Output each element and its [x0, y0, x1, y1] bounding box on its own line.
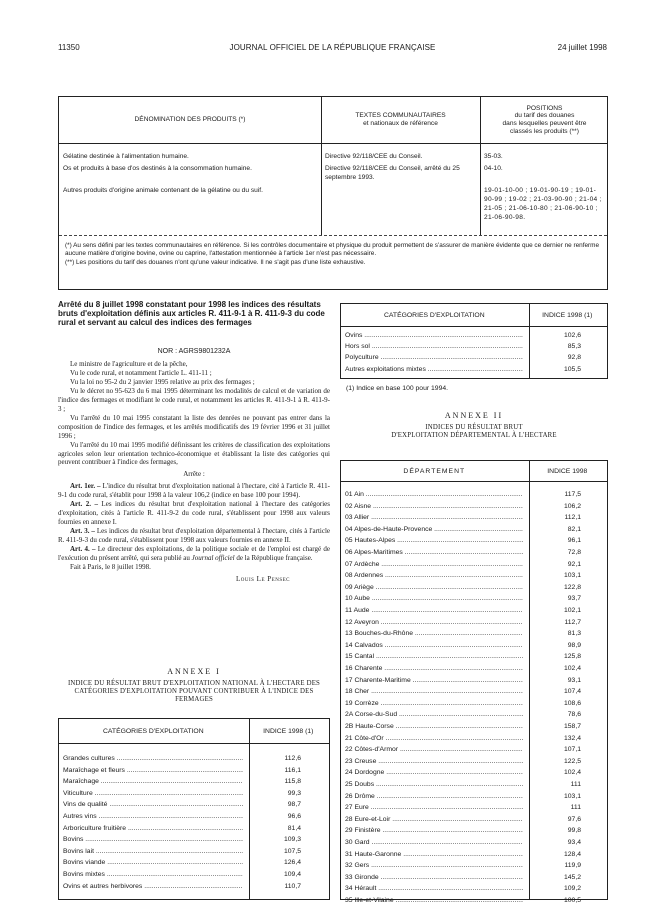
issue-date: 24 juillet 1998: [557, 43, 607, 52]
header-categories: CATÉGORIES D'EXPLOITATION: [383, 311, 485, 319]
article-label: Art. 2. –: [70, 500, 98, 509]
header-index: INDICE 1998 (1): [263, 727, 314, 735]
row-label: 23 Creuse .....: [345, 758, 523, 765]
table-header: [341, 461, 607, 482]
row-value: 109,3: [283, 836, 301, 844]
table-row: [341, 366, 607, 377]
table-row: [341, 839, 607, 850]
row-value: 99,8: [567, 827, 581, 835]
row-label: Vins de qualité .....: [63, 801, 243, 808]
table-header: [341, 304, 607, 327]
row-value: 145,2: [563, 873, 581, 881]
signature: Louis Le Pensec: [235, 574, 290, 583]
row-label: 09 Ariège .....: [345, 584, 523, 591]
row-label: 32 Gers .....: [345, 862, 523, 869]
row-label: Ovins .....: [345, 332, 523, 339]
article-text: de la République française.: [234, 554, 313, 563]
row-value: 100,5: [563, 897, 581, 904]
annexe-2-subtitle-line1: INDICES DU RÉSULTAT BRUT: [425, 424, 523, 431]
journal-title: JOURNAL OFFICIEL DE LA RÉPUBLIQUE FRANÇAISE: [229, 43, 436, 52]
table-row: [59, 871, 329, 882]
table-row: [59, 859, 329, 870]
article-label: Art. 4. –: [70, 545, 96, 554]
row-value: 107,5: [283, 847, 301, 855]
column-divider: [480, 143, 481, 235]
position-cell: 19-01-10-00 ; 19-01-90-19 ; 19-01-90-99 ; 19-02 ; 21-03-90-90 ; 21-04 ; 21-05 ; 21-06-10-80 ; 21-06-90-10 ; 21-06-90-98.: [484, 187, 602, 221]
row-value: 111: [570, 781, 581, 788]
row-value: 93,7: [567, 595, 581, 603]
table-row: [341, 700, 607, 711]
products-table: [58, 96, 608, 290]
row-label: Bovins lait .....: [63, 848, 243, 855]
paragraph: Vu l'arrêté du 10 mai 1995 constatant la liste des denrées ne pouvant pas entrer dans la composition de l'indice des fermages, et les arrêtés modificatifs des 19 février 1996 et 31 juillet 1996 ;: [58, 413, 330, 440]
table-row: [341, 874, 607, 885]
table-row: [59, 883, 329, 894]
row-label: 22 Côtes-d'Armor .....: [345, 746, 523, 753]
row-value: 119,9: [564, 862, 581, 870]
table-row: [341, 619, 607, 630]
row-label: 24 Dordogne .....: [345, 769, 523, 776]
row-value: 108,6: [563, 699, 581, 707]
row-value: 128,4: [563, 850, 581, 858]
arrete-body: [58, 360, 330, 584]
journal-name: Journal officiel: [191, 554, 235, 563]
header-positions-line1: POSITIONS: [526, 104, 563, 112]
row-value: 93,4: [567, 839, 581, 846]
row-value: 72,8: [567, 549, 581, 556]
table-row: [341, 665, 607, 676]
row-value: 97,6: [567, 815, 581, 823]
row-value: 122,5: [563, 757, 581, 765]
row-value: 109,4: [283, 871, 301, 878]
row-value: 158,7: [563, 723, 581, 730]
row-value: 92,1: [567, 560, 581, 568]
column-divider: [321, 143, 322, 235]
row-label: 34 Hérault .....: [345, 885, 523, 892]
row-value: 96,1: [567, 537, 581, 545]
table-row: [341, 688, 607, 699]
row-label: 2A Corse-du-Sud .....: [345, 711, 523, 718]
table-row: [59, 778, 329, 789]
header-positions: [480, 97, 609, 143]
annexe-1-title: ANNEXE I: [167, 667, 221, 676]
row-label: Maraîchage .....: [63, 778, 243, 785]
row-value: 98,7: [287, 801, 301, 809]
row-label: 17 Charente-Maritime .....: [345, 677, 523, 684]
table-header: [59, 719, 329, 744]
row-label: 29 Finistère .....: [345, 827, 523, 834]
article-3: [58, 527, 330, 545]
table-row: [59, 813, 329, 824]
paragraph: Le ministre de l'agriculture et de la pêche,: [70, 360, 188, 368]
paragraph: Vu la loi no 95-2 du 2 janvier 1995 relative au prix des fermages ;: [70, 377, 255, 386]
row-label: 01 Ain .....: [345, 491, 523, 498]
table-row: [341, 746, 607, 757]
row-value: 85,3: [567, 343, 581, 351]
table-row: [341, 526, 607, 537]
row-label: 14 Calvados .....: [345, 642, 523, 649]
table-row: [341, 343, 607, 354]
header-textes: [321, 97, 481, 143]
table-row: [341, 561, 607, 572]
table-row: [341, 503, 607, 514]
row-label: 16 Charente .....: [345, 665, 523, 672]
article-1: [58, 482, 330, 500]
table-row: [341, 851, 607, 862]
row-value: 126,4: [283, 859, 301, 867]
row-value: 102,4: [563, 665, 581, 672]
table-row: [341, 630, 607, 641]
table-row: [341, 491, 607, 502]
note-2: (**) Les positions du tarif des douanes n'ont qu'une valeur indicative. Il ne s'agit pas d'une liste exhaustive.: [65, 258, 366, 266]
row-label: 31 Haute-Garonne .....: [345, 851, 523, 858]
row-label: Polyculture .....: [345, 354, 523, 361]
table-row: [341, 885, 607, 896]
position-cell: 35-03.: [484, 153, 503, 160]
categories-table-continued: [340, 303, 608, 379]
article-2: [58, 500, 330, 527]
table-row: [341, 653, 607, 664]
annexe-2-subtitle-line2: D'EXPLOITATION DÉPARTEMENTAL À L'HECTARE: [391, 432, 557, 440]
fait-a-paris: Fait à Paris, le 8 juillet 1998.: [70, 562, 151, 571]
table-row: [59, 755, 329, 766]
product-cell: Os et produits à base d'os destinés à la consommation humaine.: [63, 165, 252, 172]
table-row: [341, 572, 607, 583]
article-label: Art. 1er. –: [70, 482, 101, 491]
row-label: 21 Côte-d'Or .....: [345, 735, 523, 742]
table-row: [341, 354, 607, 365]
table-row: [341, 793, 607, 804]
row-label: Maraîchage et fleurs .....: [63, 767, 243, 774]
row-label: 11 Aude .....: [345, 607, 523, 614]
table-row: [341, 897, 607, 908]
page-number: 11350: [58, 43, 80, 52]
products-table-header: [59, 97, 607, 144]
header-positions-line3: dans lesquelles peuvent être: [502, 120, 587, 127]
header-department: DÉPARTEMENT: [403, 467, 466, 475]
table-row: [341, 735, 607, 746]
row-label: 10 Aube .....: [345, 595, 523, 602]
arrete-word: Arrête :: [183, 470, 205, 479]
paragraph: Vu le décret no 95-623 du 6 mai 1995 déterminant les modalités de calcul et de variation de l'indice des fermages et modifiant le code rural, et notamment les articles R. 411-9-1 à R. 411-9-3 ;: [58, 386, 330, 413]
row-value: 125,8: [563, 653, 581, 661]
row-value: 107,1: [563, 746, 581, 754]
table-notes: [59, 235, 607, 267]
row-value: 102,6: [563, 332, 581, 339]
row-value: 81,3: [567, 630, 581, 638]
position-cell: 04-10.: [484, 165, 503, 172]
annexe-1-table: [58, 718, 330, 900]
header-index: INDICE 1998: [547, 467, 588, 475]
row-value: 122,8: [563, 583, 581, 591]
header-textes-line2: et nationaux de référence: [363, 120, 438, 127]
table-row: [59, 801, 329, 812]
table-row: [59, 767, 329, 778]
article-4: [58, 545, 330, 563]
table-row: [341, 677, 607, 688]
row-value: 96,6: [287, 813, 301, 820]
paragraph: Vu le code rural, et notamment l'article L. 411-11 ;: [70, 368, 212, 377]
header-textes-line1: TEXTES COMMUNAUTAIRES: [355, 112, 446, 120]
article-label: Art. 3. –: [70, 527, 95, 536]
row-label: 18 Cher .....: [345, 688, 523, 695]
row-value: 132,4: [563, 734, 581, 742]
header-positions-line2: du tarif des douanes: [514, 112, 575, 120]
row-label: 07 Ardèche .....: [345, 561, 523, 568]
row-label: 19 Corrèze .....: [345, 700, 523, 707]
row-label: 06 Alpes-Maritimes .....: [345, 549, 523, 556]
article-text: Les indices du résultat brut d'exploitation départemental à l'hectare, cités à l'article R. 411-9-3 du code rural, s'établissent pour 1998 aux valeurs fournies en annexe II.: [58, 527, 330, 545]
row-label: 13 Bouches-du-Rhône .....: [345, 630, 523, 637]
row-label: Hors sol .....: [345, 343, 523, 350]
row-value: 115,8: [284, 778, 301, 786]
paragraph: Vu l'arrêté du 10 mai 1995 modifié définissant les critères de classification des exploitations agricoles selon leur orientation technico-économique et établissant la liste des catégories qui peuvent contribuer à l'indice des fermages,: [58, 440, 330, 467]
row-label: 08 Ardennes .....: [345, 572, 523, 579]
row-value: 82,1: [567, 525, 581, 533]
header-positions-line4: classés les produits (**): [510, 127, 579, 135]
table-row: [341, 711, 607, 722]
table-row: [341, 549, 607, 560]
row-label: Bovins viande .....: [63, 859, 243, 866]
row-label: 2B Haute-Corse .....: [345, 723, 523, 730]
row-value: 109,2: [563, 885, 581, 893]
row-value: 103,1: [563, 572, 581, 580]
row-value: 93,1: [567, 676, 581, 684]
table-row: [341, 332, 607, 343]
row-value: 110,7: [284, 882, 301, 890]
arrete-title: Arrêté du 8 juillet 1998 constatant pour 1998 les indices des résultats bruts d'exploitation définis aux articles R. 411-9-1 à R. 411-9-3 du code rural et servant au calcul des indices des fermages: [58, 300, 325, 328]
table-row: [341, 723, 607, 734]
row-label: 12 Aveyron .....: [345, 619, 523, 626]
article-text: Le directeur des exploitations, de la politique sociale et de l'emploi est chargé de l'exécution du présent arrêté, qui sera publié au: [58, 545, 330, 563]
table-row: [341, 816, 607, 827]
row-value: 112,7: [564, 618, 581, 626]
row-value: 116,1: [284, 766, 301, 774]
product-cell: Gélatine destinée à l'alimentation humaine.: [63, 153, 189, 160]
row-label: Autres vins .....: [63, 813, 243, 820]
header-index: INDICE 1998 (1): [542, 311, 593, 319]
row-value: 102,4: [563, 769, 581, 777]
row-label: Grandes cultures .....: [63, 755, 243, 762]
row-value: 105,5: [563, 365, 581, 373]
row-value: 106,2: [563, 502, 581, 510]
row-value: 112,6: [284, 755, 301, 762]
row-label: Viticulture .....: [63, 790, 243, 797]
product-cell: Autres produits d'origine animale contenant de la gélatine ou du suif.: [63, 187, 263, 194]
table-row: [341, 758, 607, 769]
article-text: Les indices du résultat brut d'exploitation national à l'hectare des catégories d'exploitation, cités à l'article R. 411-9-2 du code rural, s'établissent pour 1998 aux valeurs fournies en annexe I.: [58, 500, 330, 527]
row-value: 78,6: [567, 711, 581, 719]
table-row: [341, 769, 607, 780]
annexe-2-title: ANNEXE II: [444, 411, 504, 420]
table-row: [341, 862, 607, 873]
reference-cell: Directive 92/118/CEE du Conseil.: [325, 153, 423, 160]
row-label: 28 Eure-et-Loir .....: [345, 816, 523, 823]
table-row: [341, 642, 607, 653]
row-value: 99,3: [287, 789, 301, 797]
row-label: 26 Drôme .....: [345, 793, 523, 800]
table-row: [341, 607, 607, 618]
row-label: 35 Ille-et-Vilaine .....: [345, 897, 523, 904]
row-label: Arboriculture fruitière .....: [63, 825, 243, 832]
row-label: Bovins .....: [63, 836, 243, 843]
row-value: 112,1: [564, 514, 581, 522]
nor-reference: NOR : AGRS9801232A: [157, 348, 231, 355]
header-categories: CATÉGORIES D'EXPLOITATION: [102, 727, 204, 735]
annexe-2-subtitle: [340, 424, 608, 440]
table-row: [341, 804, 607, 815]
article-text: L'indice du résultat brut d'exploitation national à l'hectare, cité à l'article R. 411-9-1 du code rural, s'établit pour 1998 à la valeur 106,2 (indice en base 100 pour 1994).: [58, 482, 330, 500]
table-row: [341, 827, 607, 838]
annexe-1-subtitle: INDICE DU RÉSULTAT BRUT D'EXPLOITATION NATIONAL À L'HECTARE DES CATÉGORIES D'EXPLOITATION POUVANT CONTRIBUER À L'INDICE DES FERMAGES: [67, 680, 321, 704]
row-value: 92,8: [567, 354, 581, 362]
row-label: 27 Eure .....: [345, 804, 523, 811]
row-value: 98,9: [567, 641, 581, 649]
table-row: [341, 537, 607, 548]
row-value: 81,4: [287, 824, 301, 832]
row-value: 111: [570, 804, 581, 812]
table-row: [341, 514, 607, 525]
row-value: 103,1: [563, 792, 581, 800]
row-label: 33 Gironde .....: [345, 874, 523, 881]
row-label: 25 Doubs .....: [345, 781, 523, 788]
row-label: 02 Aisne .....: [345, 503, 523, 510]
header-denomination: DÉNOMINATION DES PRODUITS (*): [59, 97, 322, 143]
index-footnote: (1) Indice en base 100 pour 1994.: [346, 385, 449, 392]
row-label: 03 Allier .....: [345, 514, 523, 521]
reference-cell: Directive 92/118/CEE du Conseil, arrêté du 25 septembre 1993.: [325, 165, 460, 181]
row-value: 107,4: [563, 688, 581, 696]
row-label: Bovins mixtes .....: [63, 871, 243, 878]
row-label: Ovins et autres herbivores .....: [63, 883, 243, 890]
row-label: Autres exploitations mixtes .....: [345, 366, 523, 373]
row-label: 30 Gard .....: [345, 839, 523, 846]
row-value: 117,5: [564, 491, 581, 498]
row-label: 04 Alpes-de-Haute-Provence .....: [345, 526, 523, 533]
annexe-2-table: [340, 460, 608, 904]
table-row: [59, 836, 329, 847]
table-row: [341, 595, 607, 606]
table-row: [59, 848, 329, 859]
table-row: [341, 584, 607, 595]
table-row: [59, 790, 329, 801]
table-row: [59, 825, 329, 836]
row-value: 102,1: [563, 607, 581, 614]
note-1: (*) Au sens défini par les textes communautaires en référence. Si les contrôles documentaire et physique du produit permettent de s'assurer de manière évidente que ce dernier ne renferme aucune matière d'origine bovine, ovine ou caprine, l'attestation mentionnée à l'article 1er n'est pas nécessaire.: [65, 242, 600, 258]
row-label: 15 Cantal .....: [345, 653, 523, 660]
table-row: [341, 781, 607, 792]
row-label: 05 Hautes-Alpes .....: [345, 537, 523, 544]
